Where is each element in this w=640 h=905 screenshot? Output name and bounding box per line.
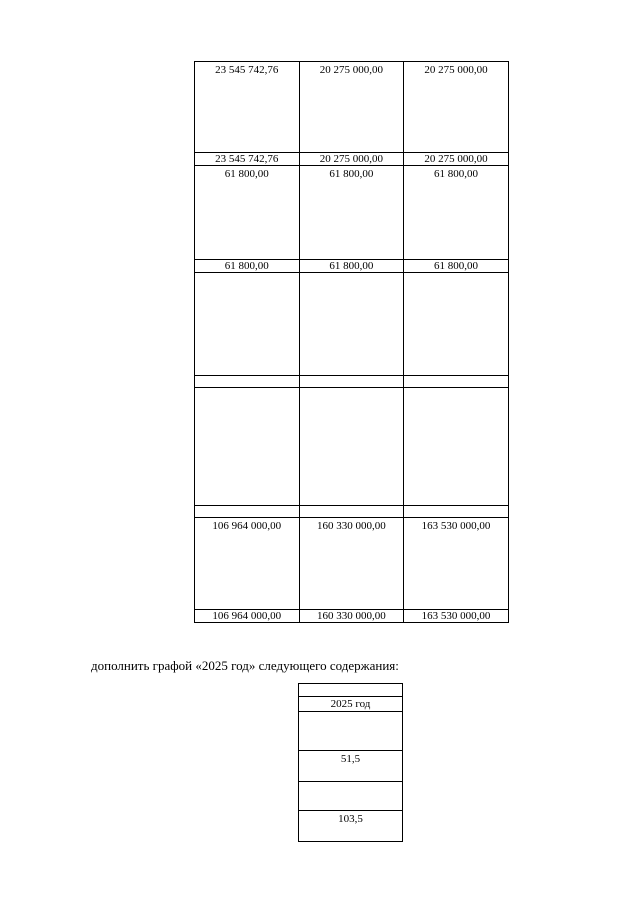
table-cell (195, 506, 300, 518)
table-cell: 20 275 000,00 (299, 153, 404, 166)
table-cell: 160 330 000,00 (299, 518, 404, 610)
table-cell: 51,5 (299, 751, 403, 782)
year-column-table (298, 683, 403, 842)
table-row (299, 751, 403, 782)
table-row (195, 506, 509, 518)
table-cell: 163 530 000,00 (404, 518, 509, 610)
table-cell: 106 964 000,00 (195, 610, 300, 623)
table-cell (299, 684, 403, 697)
table-cell: 61 800,00 (195, 166, 300, 260)
table-row (195, 610, 509, 623)
table-cell: 61 800,00 (404, 166, 509, 260)
table-cell (195, 376, 300, 388)
table-cell: 61 800,00 (195, 260, 300, 273)
table-row (299, 684, 403, 697)
table-cell: 20 275 000,00 (299, 62, 404, 153)
main-table (194, 61, 509, 623)
table-row (299, 697, 403, 712)
table-cell (299, 712, 403, 751)
table-cell: 106 964 000,00 (195, 518, 300, 610)
table-cell (404, 388, 509, 506)
amendment-sentence: дополнить графой «2025 год» следующего содержания: (91, 658, 399, 673)
table-row (299, 811, 403, 842)
table-cell (299, 782, 403, 811)
table-row (195, 518, 509, 610)
table-cell: 23 545 742,76 (195, 153, 300, 166)
table-cell: 163 530 000,00 (404, 610, 509, 623)
table-row (195, 388, 509, 506)
table-row (195, 153, 509, 166)
table-cell (299, 388, 404, 506)
table-cell (404, 376, 509, 388)
table-row (195, 62, 509, 153)
table-row (195, 166, 509, 260)
table-row (299, 712, 403, 751)
table-cell: 20 275 000,00 (404, 62, 509, 153)
table-row (299, 782, 403, 811)
table-cell: 20 275 000,00 (404, 153, 509, 166)
table-cell (299, 273, 404, 376)
table-cell: 61 800,00 (299, 166, 404, 260)
table-cell (195, 388, 300, 506)
table-cell (299, 376, 404, 388)
table-row (195, 273, 509, 376)
table-cell (195, 273, 300, 376)
table-cell: 61 800,00 (299, 260, 404, 273)
table-cell: 160 330 000,00 (299, 610, 404, 623)
table-cell (404, 506, 509, 518)
table-cell: 23 545 742,76 (195, 62, 300, 153)
table-row (195, 376, 509, 388)
table-cell: 61 800,00 (404, 260, 509, 273)
table-cell (299, 506, 404, 518)
table-cell: 103,5 (299, 811, 403, 842)
year-header-cell: 2025 год (299, 697, 403, 712)
table-row (195, 260, 509, 273)
table-cell (404, 273, 509, 376)
